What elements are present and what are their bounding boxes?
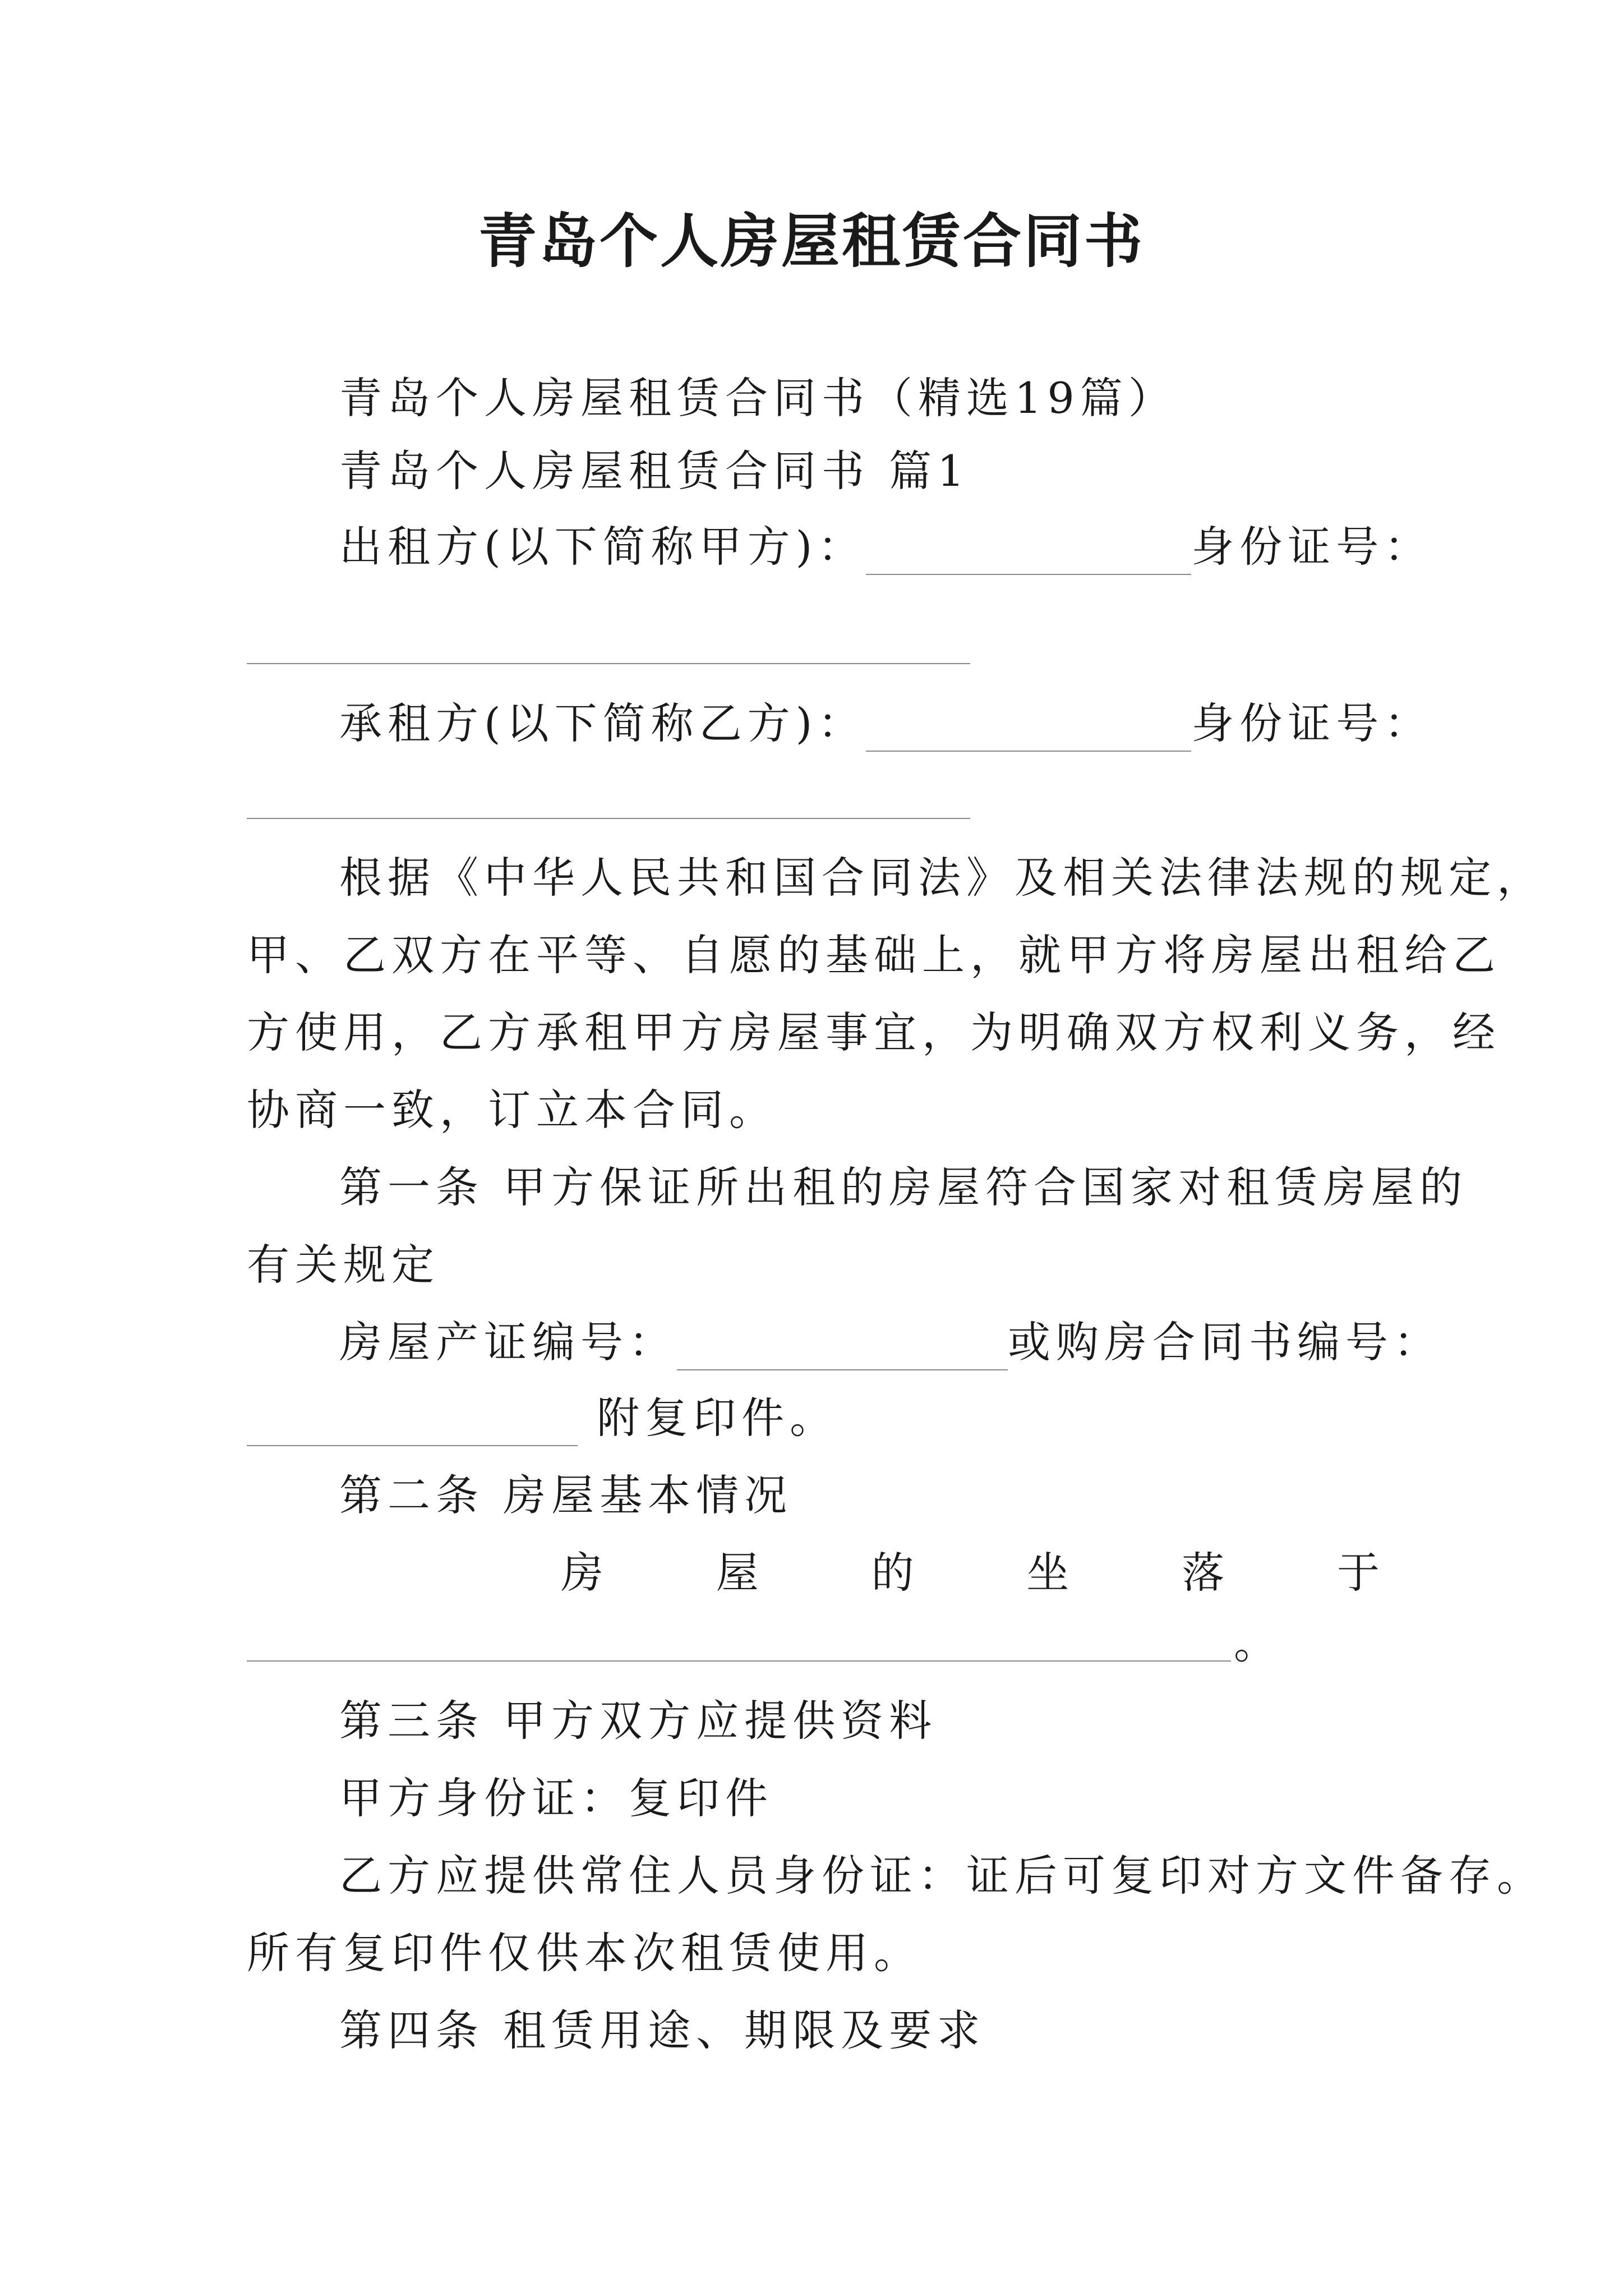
copy-line: [247, 1390, 838, 1446]
lessor-id-label: 身份证号：: [1191, 522, 1433, 572]
location-char: 坐: [1026, 1548, 1069, 1598]
location-char: 于: [1336, 1548, 1380, 1598]
lessor-name-blank: [866, 535, 1191, 575]
lessor-line: [339, 519, 1432, 575]
article-3-heading: 第三条 甲方双方应提供资料: [339, 1696, 938, 1746]
article-4-heading: 第四条 租赁用途、期限及要求: [339, 2005, 986, 2055]
party-b-line-2: 所有复印件仅供本次租赁使用。: [247, 1928, 922, 1978]
lessor-label: 出租方(以下简称甲方)：: [339, 522, 866, 572]
location-char: 的: [871, 1548, 914, 1598]
cert-number-blank: [677, 1330, 1008, 1370]
location-end-mark: 。: [1234, 1618, 1282, 1668]
article-1-line-2: 有关规定: [247, 1240, 440, 1290]
subtitle: 青岛个人房屋租赁合同书（精选19篇）: [339, 373, 1177, 423]
part-heading: 青岛个人房屋租赁合同书 篇1: [339, 446, 970, 496]
lessee-id-blank: [247, 818, 970, 819]
cert-label: 房屋产证编号：: [339, 1317, 677, 1367]
location-char: 房: [561, 1548, 603, 1598]
lessor-id-blank: [247, 663, 970, 664]
intro-line-2: 甲、乙双方在平等、自愿的基础上，就甲方将房屋出租给乙: [247, 930, 1501, 980]
location-char: 屋: [716, 1548, 759, 1598]
copy-note: 附复印件。: [597, 1393, 838, 1443]
location-line: [561, 1545, 1380, 1601]
party-a-id-line: 甲方身份证：复印件: [339, 1773, 773, 1823]
intro-line-3: 方使用，乙方承租甲方房屋事宜，为明确双方权利义务，经: [247, 1007, 1501, 1057]
lessee-id-label: 身份证号：: [1191, 698, 1433, 748]
article-1-line-1: 第一条 甲方保证所出租的房屋符合国家对租赁房屋的: [339, 1162, 1468, 1212]
lessee-name-blank: [866, 711, 1191, 752]
contract-number-blank: [247, 1406, 578, 1446]
certificate-line: [339, 1314, 1442, 1370]
intro-line-4: 协商一致，订立本合同。: [247, 1085, 777, 1135]
lessee-label: 承租方(以下简称乙方)：: [339, 698, 866, 748]
contract-label: 或购房合同书编号：: [1008, 1317, 1442, 1367]
location-char: 落: [1182, 1548, 1225, 1598]
location-blank: [247, 1660, 1231, 1662]
party-b-line-1: 乙方应提供常住人员身份证：证后可复印对方文件备存。: [339, 1851, 1545, 1901]
article-2-heading: 第二条 房屋基本情况: [339, 1470, 793, 1520]
document-title: 青岛个人房屋租赁合同书: [478, 206, 1145, 275]
intro-line-1: 根据《中华人民共和国合同法》及相关法律法规的规定，: [339, 853, 1545, 903]
lessee-line: [339, 696, 1432, 752]
